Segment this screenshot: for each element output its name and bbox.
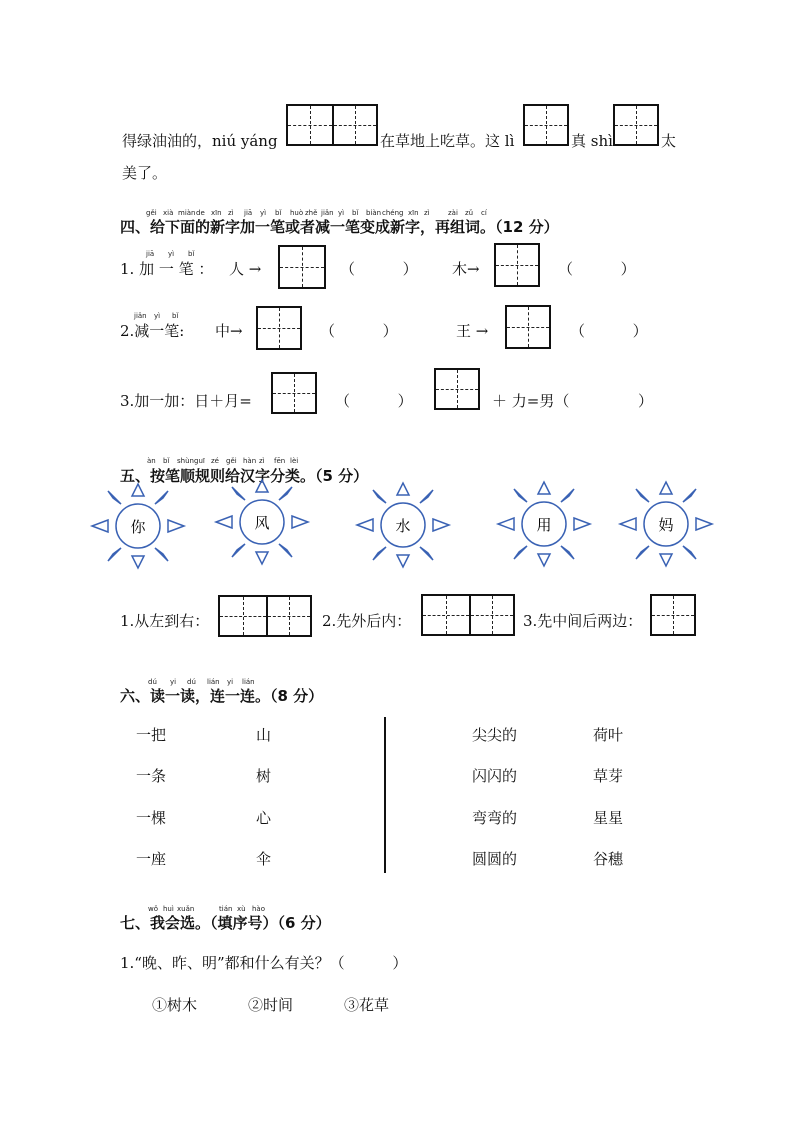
- option-1[interactable]: ①树木: [152, 996, 198, 1014]
- left-a-item[interactable]: 一条: [136, 767, 167, 785]
- sun-char-shui: 水: [395, 517, 411, 535]
- right-b-item[interactable]: 星星: [593, 809, 624, 827]
- q2-grid-a[interactable]: [256, 306, 302, 350]
- section5-title: 五、按笔顺规则给汉字分类。（5 分）: [120, 467, 369, 485]
- q3-grid-a[interactable]: [271, 372, 317, 414]
- left-a-item[interactable]: 一棵: [136, 809, 167, 827]
- section7-title: 七、我会选。（填序号）（6 分）: [120, 914, 331, 932]
- left-b-item[interactable]: 心: [256, 809, 272, 827]
- left-b-item[interactable]: 伞: [256, 850, 272, 868]
- intro-text-3: 真 shì: [571, 132, 613, 150]
- rule1-label: 1.从左到右：: [120, 612, 210, 630]
- q1-person-arrow: 人 →: [229, 260, 262, 278]
- left-b-item[interactable]: 山: [256, 726, 272, 744]
- intro-text-1: 得绿油油的，niú yáng: [122, 132, 278, 150]
- q1-grid-b[interactable]: [494, 243, 540, 287]
- rule2-label: 2.先外后内：: [322, 612, 412, 630]
- right-b-item[interactable]: 谷穗: [593, 850, 624, 868]
- q1-answer-b[interactable]: （ ）: [558, 260, 636, 278]
- q3-close-paren[interactable]: ）: [638, 392, 654, 410]
- rule3-label: 3.先中间后两边：: [523, 612, 643, 630]
- option-3[interactable]: ③花草: [344, 996, 390, 1014]
- right-a-item[interactable]: 尖尖的: [472, 726, 518, 744]
- sun-ni: [88, 476, 208, 576]
- q2-answer-b[interactable]: （ ）: [570, 322, 648, 340]
- sun-char-yong: 用: [536, 516, 552, 534]
- sun-shui: [353, 475, 473, 575]
- writing-grid-li[interactable]: [523, 104, 569, 146]
- option-2[interactable]: ②时间: [248, 996, 294, 1014]
- q1-label: 1. 加 一 笔 ：: [120, 260, 214, 278]
- q3-plus-li: ＋ 力=男（: [492, 392, 570, 410]
- q3-grid-b[interactable]: [434, 368, 480, 410]
- sun-char-ni: 你: [130, 518, 146, 536]
- q2-answer-a[interactable]: （ ）: [320, 322, 398, 340]
- right-a-item[interactable]: 弯弯的: [472, 809, 518, 827]
- left-b-item[interactable]: 树: [256, 767, 272, 785]
- left-a-item[interactable]: 一把: [136, 726, 167, 744]
- sun-yong: [494, 474, 614, 574]
- q1-wood-arrow: 木→: [452, 260, 480, 278]
- right-b-item[interactable]: 荷叶: [593, 726, 624, 744]
- sun-feng: [212, 472, 332, 572]
- left-a-item[interactable]: 一座: [136, 850, 167, 868]
- sun-char-feng: 风: [254, 514, 270, 532]
- section7-q1: 1.“晚、昨、明”都和什么有关？（ ）: [120, 954, 408, 972]
- q3-label: 3.加一加：日＋月=: [120, 392, 252, 410]
- q2-wang-arrow: 王 →: [456, 322, 489, 340]
- q3-answer-a[interactable]: （ ）: [335, 392, 413, 410]
- rule1-grid[interactable]: [218, 595, 312, 637]
- rule3-grid[interactable]: [650, 594, 696, 636]
- sun-char-ma: 妈: [658, 516, 674, 534]
- q2-label: 2.减一笔:: [120, 322, 185, 340]
- q1-grid-a[interactable]: [278, 245, 326, 289]
- right-a-item[interactable]: 闪闪的: [472, 767, 518, 785]
- right-a-item[interactable]: 圆圆的: [472, 850, 518, 868]
- right-b-item[interactable]: 草芽: [593, 767, 624, 785]
- rule2-grid[interactable]: [421, 594, 515, 636]
- q2-grid-b[interactable]: [505, 305, 551, 349]
- intro-text-4: 太: [661, 132, 677, 150]
- writing-grid-niu-yang[interactable]: [286, 104, 378, 146]
- q1-answer-a[interactable]: （ ）: [340, 260, 418, 278]
- q2-zhong-arrow: 中→: [215, 322, 243, 340]
- intro-text-2: 在草地上吃草。这 lì: [380, 132, 515, 150]
- section6-title: 六、读一读，连一连。（8 分）: [120, 687, 324, 705]
- writing-grid-shi[interactable]: [613, 104, 659, 146]
- section6-divider: [384, 717, 386, 873]
- section4-title: 四、给下面的新字加一笔或者减一笔变成新字，再组词。（12 分）: [120, 218, 559, 236]
- intro-text-line2: 美了。: [122, 164, 168, 182]
- sun-ma: [616, 474, 736, 574]
